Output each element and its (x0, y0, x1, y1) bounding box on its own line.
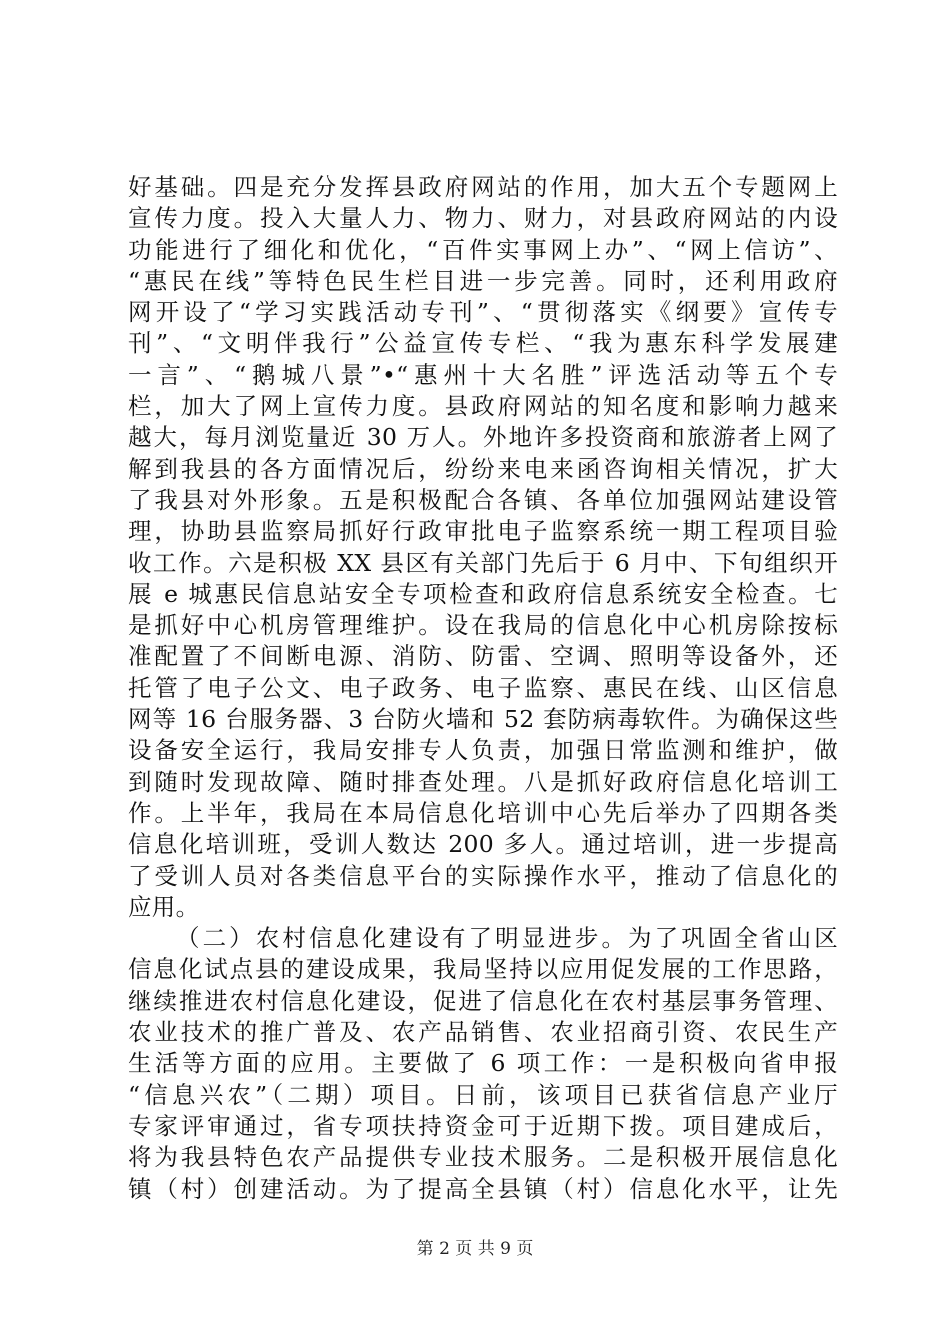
text-line: 准配置了不间断电源、消防、防雷、空调、照明等设备外，还 (128, 642, 838, 671)
text-line: 理，协助县监察局抓好行政审批电子监察系统一期工程项目验 (128, 517, 838, 546)
body-text (128, 172, 838, 1205)
text-line: 专家评审通过，省专项扶持资金可于近期下拨。项目建成后， (128, 1111, 838, 1140)
text-line: 是抓好中心机房管理维护。设在我局的信息化中心机房除按标 (128, 611, 838, 640)
text-line: 网等 16 台服务器、3 台防火墙和 52 套防病毒软件。为确保这些 (128, 705, 838, 734)
text-line: “信息兴农”（二期）项目。日前，该项目已获省信息产业厅 (128, 1080, 838, 1109)
page-number-footer: 第 2 页 共 9 页 (416, 1239, 534, 1259)
text-line: 信息化试点县的建设成果，我局坚持以应用促发展的工作思路， (128, 955, 838, 984)
text-line: 农业技术的推广普及、农产品销售、农业招商引资、农民生产 (128, 1018, 838, 1047)
text-line: 功能进行了细化和优化，“百件实事网上办”、“网上信访”、 (128, 235, 838, 264)
text-line: 了受训人员对各类信息平台的实际操作水平，推动了信息化的 (128, 861, 838, 890)
text-line: 了我县对外形象。五是积极配合各镇、各单位加强网站建设管 (128, 485, 838, 514)
text-line: 展 e 城惠民信息站安全专项检查和政府信息系统安全检查。七 (128, 579, 838, 608)
text-line: 宣传力度。投入大量人力、物力、财力，对县政府网站的内设 (128, 204, 838, 233)
text-line: 镇（村）创建活动。为了提高全县镇（村）信息化水平，让先 (128, 1174, 838, 1203)
text-line: 将为我县特色农产品提供专业技术服务。二是积极开展信息化 (128, 1143, 838, 1172)
text-line: 继续推进农村信息化建设，促进了信息化在农村基层事务管理、 (128, 986, 838, 1015)
text-line: 越大，每月浏览量近 30 万人。外地许多投资商和旅游者上网了 (128, 423, 838, 452)
text-line: 解到我县的各方面情况后，纷纷来电来函咨询相关情况，扩大 (128, 454, 838, 483)
text-line: 应用。 (128, 892, 200, 921)
text-line: 栏，加大了网上宣传力度。县政府网站的知名度和影响力越来 (128, 392, 838, 421)
text-line: 设备安全运行，我局安排专人负责，加强日常监测和维护，做 (128, 736, 838, 765)
text-line: 作。上半年，我局在本局信息化培训中心先后举办了四期各类 (128, 798, 838, 827)
text-line: 好基础。四是充分发挥县政府网站的作用，加大五个专题网上 (128, 173, 838, 201)
section-heading-line: （二）农村信息化建设有了明显进步。为了巩固全省山区 (176, 924, 838, 953)
text-line: 到随时发现故障、随时排查处理。八是抓好政府信息化培训工 (128, 767, 838, 796)
text-line: 托管了电子公文、电子政务、电子监察、惠民在线、山区信息 (128, 673, 838, 702)
text-line: 信息化培训班，受训人数达 200 多人。通过培训，进一步提高 (128, 830, 838, 859)
text-line: “惠民在线”等特色民生栏目进一步完善。同时，还利用政府 (128, 266, 838, 295)
text-line: 刊”、“文明伴我行”公益宣传专栏、“我为惠东科学发展建 (128, 329, 838, 358)
text-line: 生活等方面的应用。主要做了 6 项工作：一是积极向省申报 (128, 1049, 838, 1078)
text-line: 网开设了“学习实践活动专刊”、“贯彻落实《纲要》宣传专 (128, 298, 838, 327)
text-line: 收工作。六是积极 XX 县区有关部门先后于 6 月中、下旬组织开 (128, 548, 838, 577)
text-line: 一言”、“鹅城八景”•“惠州十大名胜”评选活动等五个专 (128, 360, 838, 389)
